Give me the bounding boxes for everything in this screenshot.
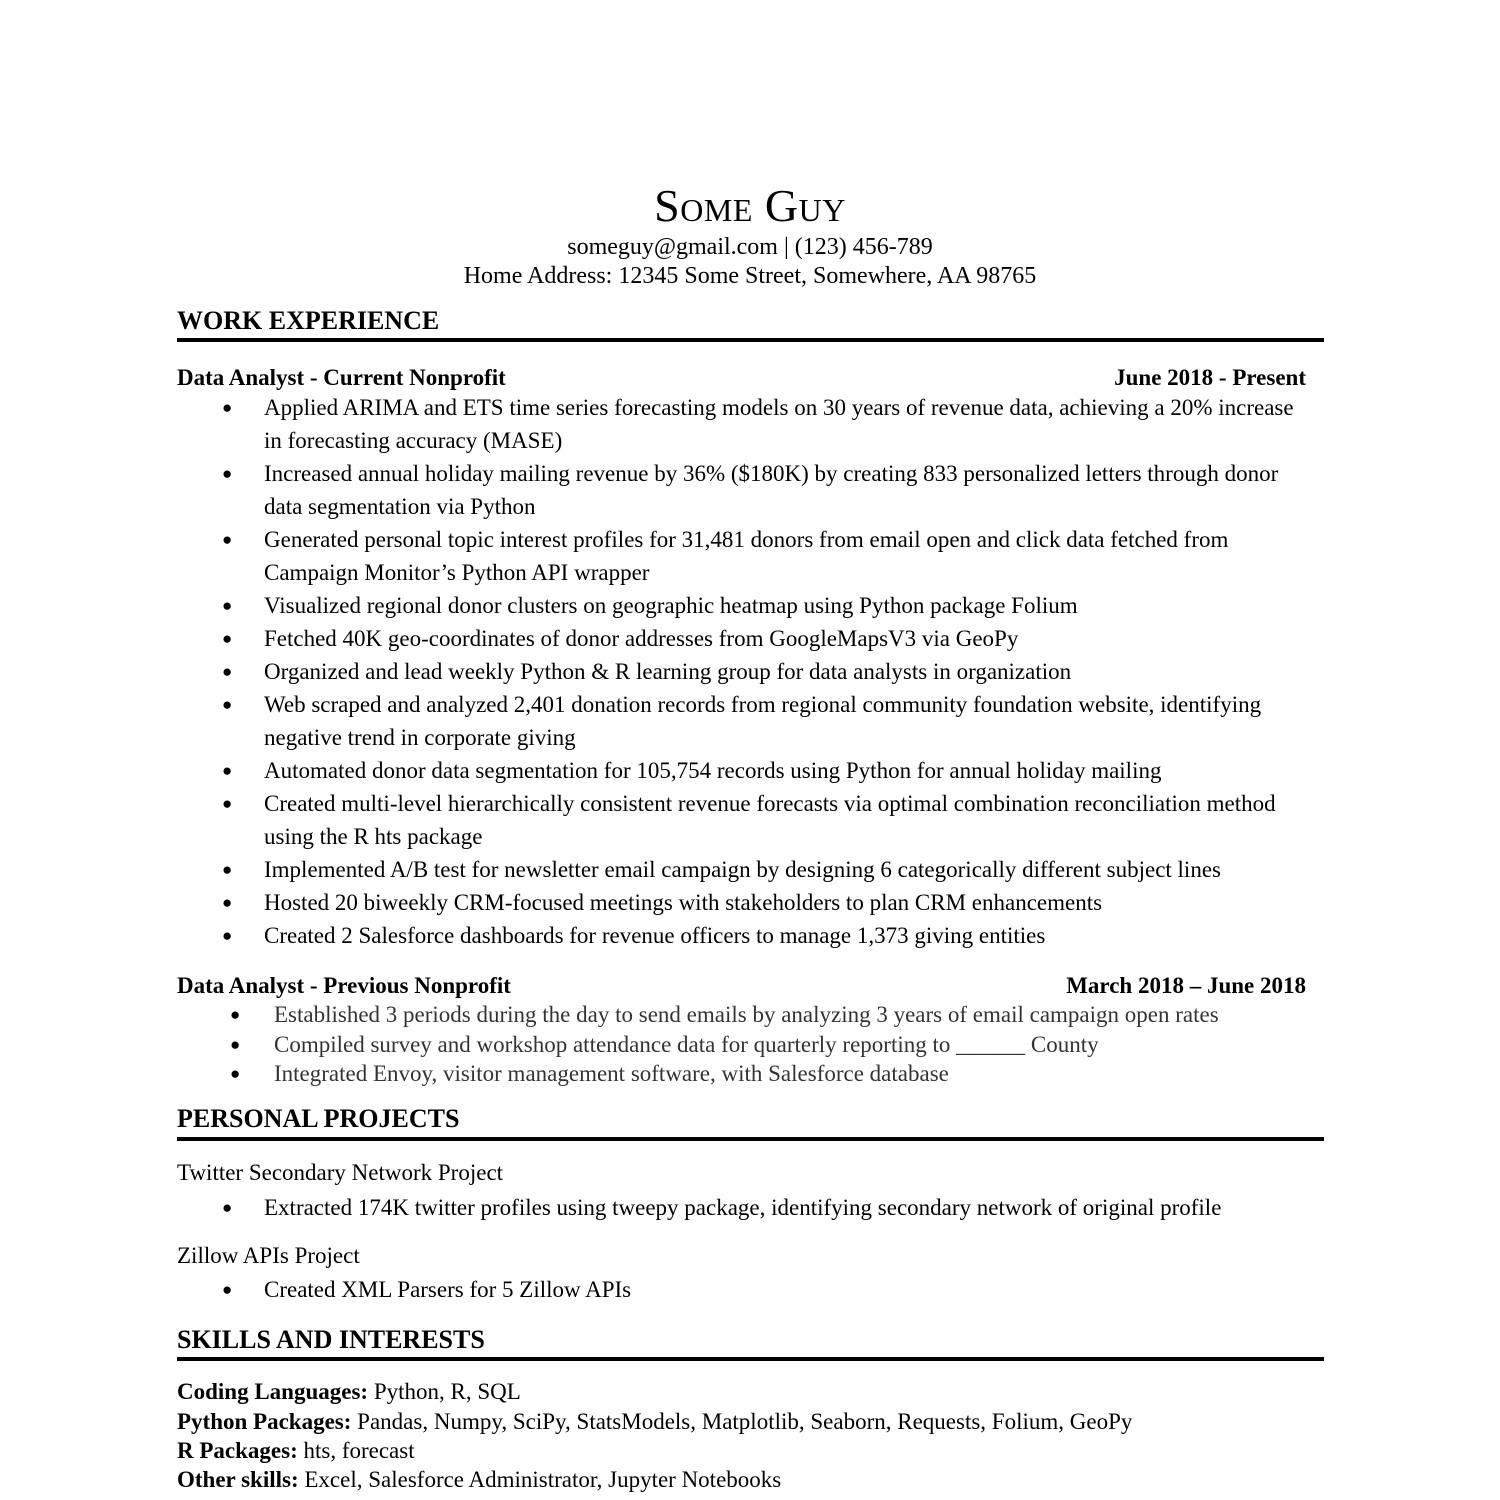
list-item — [222, 886, 1314, 919]
bullet-text: Created multi-level hierarchically consistent revenue forecasts via optimal combination reconciliation method using the R hts package — [264, 791, 1276, 849]
bullet-icon: ● — [222, 860, 233, 879]
candidate-name: Some Guy — [654, 180, 846, 231]
job-bullet-list — [230, 1000, 1314, 1089]
bullet-icon: ● — [222, 662, 233, 681]
bullet-icon: ● — [222, 596, 233, 615]
bullet-icon: ● — [222, 530, 233, 549]
bullet-text: Increased annual holiday mailing revenue by 36% ($180K) by creating 833 personalized letters through donor data segmentation via Python — [264, 461, 1279, 519]
skill-line — [177, 1408, 1132, 1436]
list-item — [222, 622, 1314, 655]
bullet-text: Organized and lead weekly Python & R learning group for data analysts in organization — [264, 659, 1072, 684]
skill-line — [177, 1437, 415, 1465]
contact-line: someguy@gmail.com | (123) 456-789 — [567, 234, 933, 260]
section-heading-work-experience: WORK EXPERIENCE — [177, 306, 440, 335]
bullet-icon: ● — [230, 1034, 241, 1054]
job-title: Data Analyst - Previous Nonprofit — [177, 973, 511, 998]
list-item — [222, 754, 1314, 787]
list-item — [222, 523, 1314, 589]
job-bullet-list — [222, 391, 1314, 952]
bullet-text: Hosted 20 biweekly CRM-focused meetings with stakeholders to plan CRM enhancements — [264, 890, 1103, 915]
bullet-icon: ● — [230, 1005, 241, 1024]
list-item — [230, 1000, 1314, 1030]
project-title: Twitter Secondary Network Project — [177, 1160, 504, 1185]
bullet-text: Created 2 Salesforce dashboards for revenue officers to manage 1,373 giving entities — [264, 923, 1046, 948]
list-item — [222, 853, 1314, 886]
project-title: Zillow APIs Project — [177, 1243, 360, 1268]
project-bullet-list — [222, 1191, 1314, 1224]
bullet-icon: ● — [222, 398, 233, 417]
bullet-text: Fetched 40K geo-coordinates of donor addresses from GoogleMapsV3 via GeoPy — [264, 626, 1019, 651]
bullet-icon: ● — [222, 629, 233, 648]
section-divider — [177, 1357, 1324, 1361]
address-line: Home Address: 12345 Some Street, Somewhere, AA 98765 — [463, 263, 1037, 289]
skill-label: Python Packages: — [177, 1409, 352, 1434]
project-bullet-list — [222, 1273, 1314, 1306]
skill-label: R Packages: — [177, 1438, 298, 1463]
job-dates: March 2018 – June 2018 — [1066, 973, 1306, 998]
bullet-icon: ● — [222, 464, 233, 483]
list-item — [222, 1191, 1314, 1224]
bullet-text: Implemented A/B test for newsletter email campaign by designing 6 categorically different subject lines — [264, 857, 1221, 882]
job-title: Data Analyst - Current Nonprofit — [177, 365, 506, 390]
skill-value: Excel, Salesforce Administrator, Jupyter Notebooks — [298, 1467, 782, 1492]
bullet-icon: ● — [222, 1280, 233, 1299]
bullet-text: Compiled survey and workshop attendance data for quarterly reporting to ______ County — [274, 1031, 1099, 1057]
list-item — [230, 1030, 1314, 1060]
list-item — [222, 688, 1314, 754]
bullet-text: Web scraped and analyzed 2,401 donation records from regional community foundation website, identifying negative trend in corporate giving — [264, 692, 1262, 750]
list-item — [222, 391, 1314, 457]
bullet-icon: ● — [230, 1064, 241, 1083]
list-item — [222, 589, 1314, 622]
bullet-text: Generated personal topic interest profiles for 31,481 donors from email open and click data fetched from Campaign Monitor’s Python API wrapper — [264, 527, 1229, 585]
bullet-text: Visualized regional donor clusters on geographic heatmap using Python package Folium — [264, 593, 1078, 618]
list-item — [222, 457, 1314, 523]
list-item — [222, 1273, 1314, 1306]
bullet-icon: ● — [222, 1198, 233, 1217]
bullet-text: Integrated Envoy, visitor management software, with Salesforce database — [274, 1061, 949, 1086]
list-item — [230, 1059, 1314, 1089]
skill-line — [177, 1378, 521, 1406]
bullet-text: Created XML Parsers for 5 Zillow APIs — [264, 1277, 632, 1302]
job-dates: June 2018 - Present — [1114, 365, 1306, 390]
section-divider — [177, 1137, 1324, 1141]
skill-label: Coding Languages: — [177, 1379, 369, 1404]
section-heading-skills: SKILLS AND INTERESTS — [177, 1325, 485, 1354]
bullet-icon: ● — [222, 761, 233, 780]
bullet-icon: ● — [222, 926, 233, 945]
skill-label: Other skills: — [177, 1467, 299, 1492]
bullet-text: Established 3 periods during the day to send emails by analyzing 3 years of email campaign open rates — [274, 1002, 1219, 1027]
skill-value: Pandas, Numpy, SciPy, StatsModels, Matplotlib, Seaborn, Requests, Folium, GeoPy — [351, 1409, 1133, 1434]
skill-value: Python, R, SQL — [368, 1379, 521, 1404]
bullet-text: Automated donor data segmentation for 105,754 records using Python for annual holiday mailing — [264, 758, 1162, 783]
section-heading-personal-projects: PERSONAL PROJECTS — [177, 1104, 460, 1133]
skill-line — [177, 1466, 781, 1494]
bullet-icon: ● — [222, 695, 233, 714]
bullet-text: Applied ARIMA and ETS time series forecasting models on 30 years of revenue data, achieving a 20% increase in forecasting accuracy (MASE) — [264, 395, 1294, 453]
list-item — [222, 655, 1314, 688]
bullet-text: Extracted 174K twitter profiles using tweepy package, identifying secondary network of original profile — [264, 1195, 1222, 1220]
bullet-icon: ● — [222, 794, 233, 813]
bullet-icon: ● — [222, 893, 233, 912]
list-item — [222, 919, 1314, 952]
list-item — [222, 787, 1314, 853]
section-divider — [177, 338, 1324, 342]
skill-value: hts, forecast — [297, 1438, 415, 1463]
